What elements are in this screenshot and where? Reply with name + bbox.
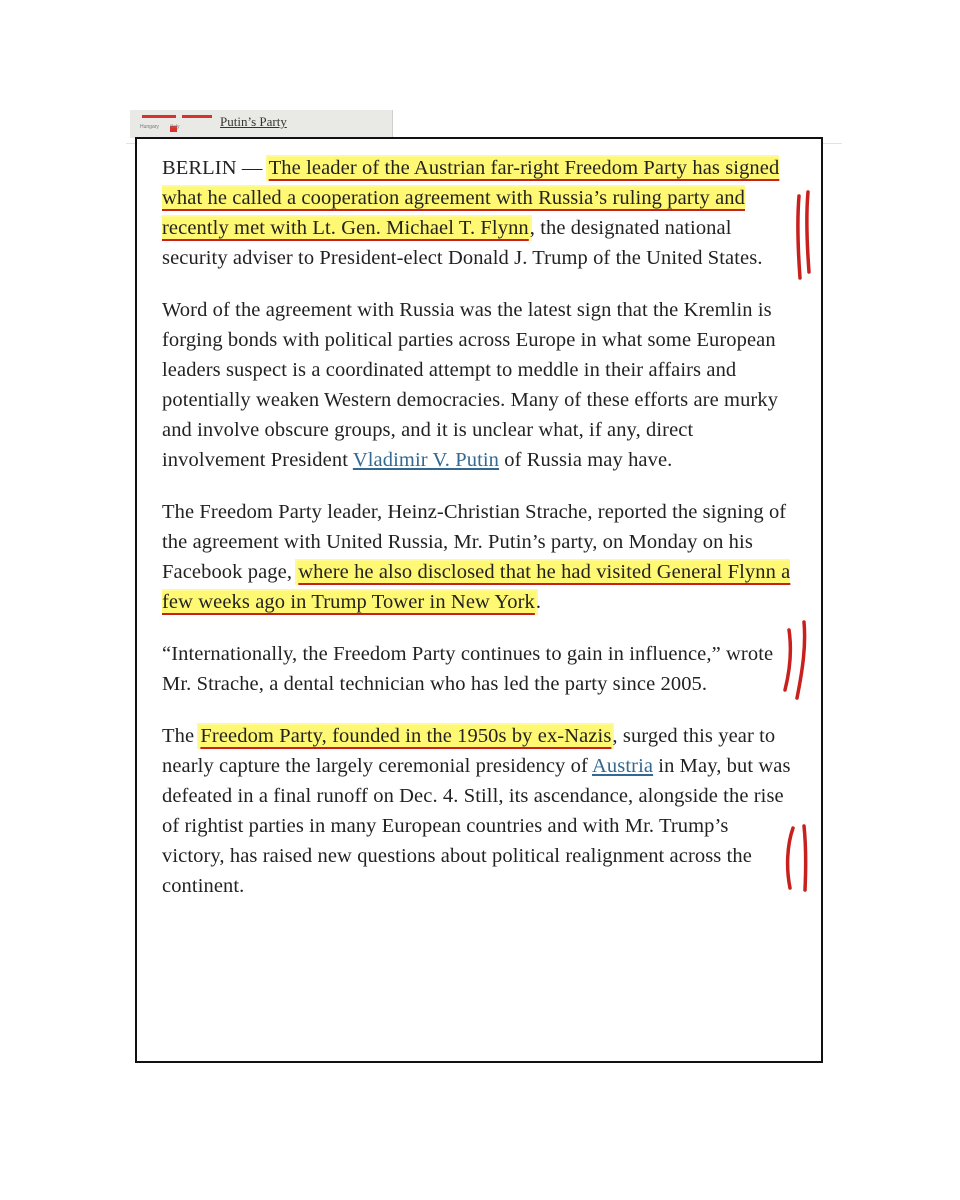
austria-link[interactable]: Austria [592,755,654,777]
paragraph-text: . [535,591,542,613]
paragraph-5 [162,721,792,901]
related-thumbnail[interactable] [140,113,214,135]
highlighted-text: Freedom Party, founded in the 1950s by ex-Nazis [200,725,612,747]
paragraph-text: of Russia may have. [499,449,673,471]
putin-link[interactable]: Vladimir V. Putin [352,449,500,471]
article-clipping-frame [135,137,823,1063]
paragraph-text: Word of the agreement with Russia was the latest sign that the Kremlin is forging bonds with political parties across Europe in what some European leaders suspect is a coordinated attempt to meddle in their affairs and potentially weaken Western democracies. Many of these efforts are murky and involve obscure groups, and it is unclear what, if any, direct involvement President [162,299,779,471]
thumbnail-label: Hungary [140,124,159,130]
highlighted-text: The leader of the Austrian far-right Freedom Party has signed what he called a cooperation agreement with Russia’s ruling party and recently met with Lt. Gen. Michael T. Flynn [162,157,780,239]
paragraph-text: in May, but was defeated in a final runoff on Dec. 4. Still, its ascendance, alongside the rise of rightist parties in many European countries and with Mr. Trump’s victory, has raised new questions about political realignment across the continent. [162,755,791,897]
thumbnail-red-bar [182,115,212,118]
dateline: BERLIN — [162,157,268,179]
highlighted-text: where he also disclosed that he had visited General Flynn a few weeks ago in Trump Tower in New York [162,561,791,613]
paragraph-text: , surged this year to nearly capture the largely ceremonial presidency of [162,725,776,777]
paragraph-3 [162,497,792,617]
page-header-strip [130,110,393,138]
paragraph-text: “Internationally, the Freedom Party continues to gain in influence,” wrote Mr. Strache, a dental technician who has led the party since 2005. [162,643,774,695]
thumbnail-red-bar [142,115,176,118]
paragraph-2 [162,295,792,475]
paragraph-text: , the designated national security adviser to President-elect Donald J. Trump of the United States. [162,217,763,269]
paragraph-text: The Freedom Party leader, Heinz-Christian Strache, reported the signing of the agreement with United Russia, Mr. Putin’s party, on Monday on his Facebook page, [162,501,787,583]
paragraph-1 [162,153,792,273]
article-body [162,153,792,923]
related-article-link[interactable]: Putin’s Party [220,114,287,129]
thumbnail-label: Italy [170,124,180,130]
thumbnail-labels [140,124,189,130]
paragraph-4 [162,639,792,699]
paragraph-text: The [162,725,200,747]
